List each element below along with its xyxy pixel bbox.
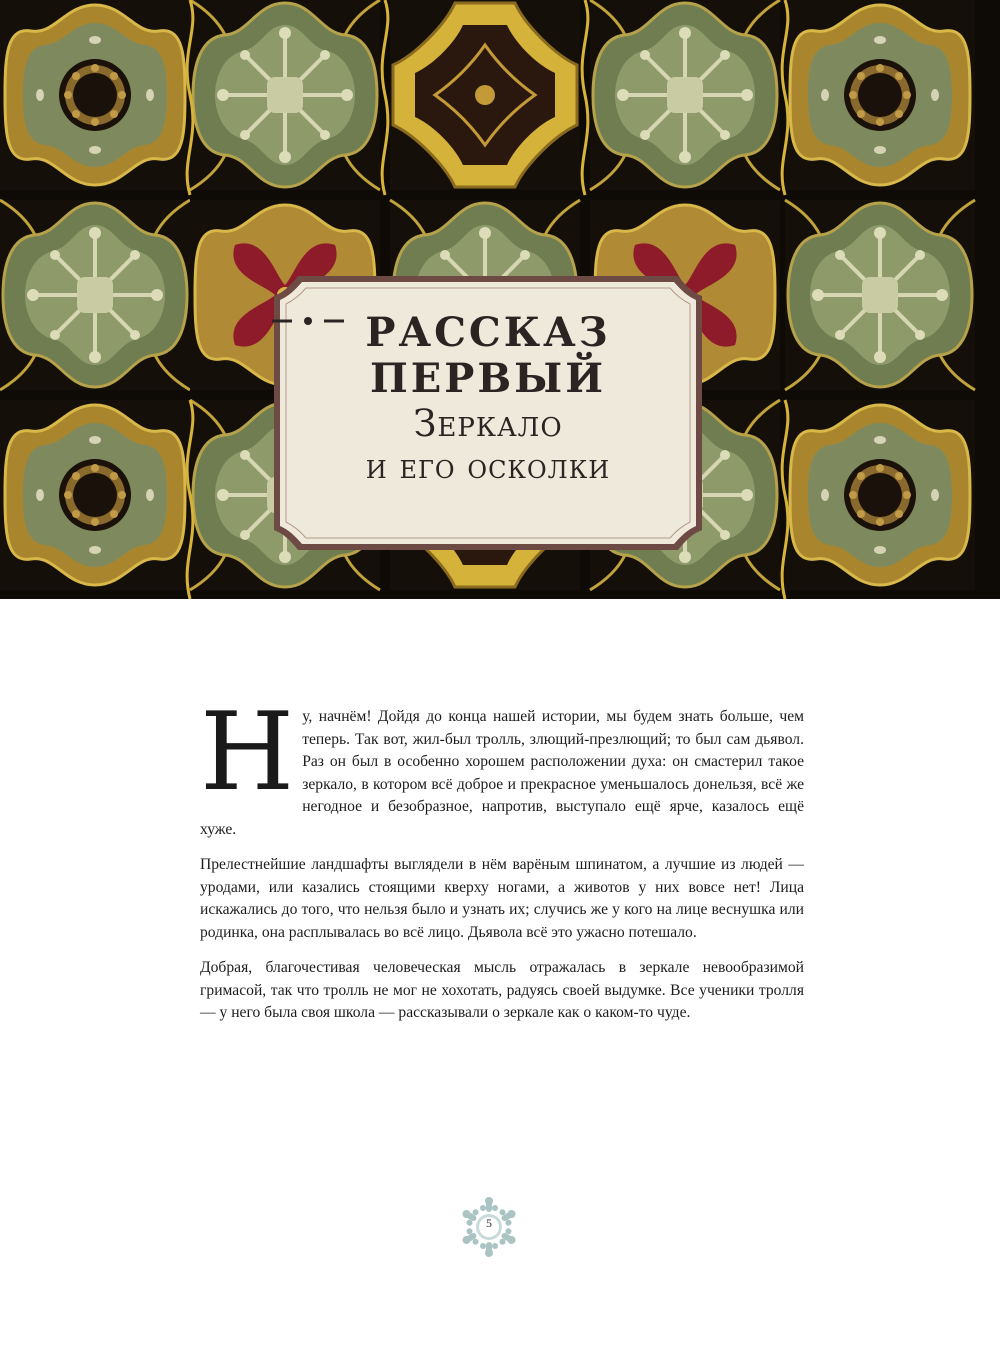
paragraph-2: Прелестнейшие ландшафты выглядели в нём варёным шпинатом, а лучшие из людей — уродами, или казались стоящими кверху ногами, а животов у них вовсе нет! Лица искажались до того, что нельзя было и узнать их; случись же у кого на лице веснушка или родинка, она расплывалась во всё лицо. Дьявола всё это ужасно потешало. [200,856,804,941]
page-number-ornament [458,1196,520,1258]
paragraph-1 [200,690,804,841]
chapter-number-line2: ПЕРВЫЙ [369,355,606,402]
chapter-title-line1: Зеркало [413,402,563,445]
page-number: 5 [486,1216,492,1230]
separator-ornament-icon [268,314,348,328]
chapter-number-line1: РАССКАЗ [365,309,611,356]
drop-cap: Н [200,690,295,815]
paragraph-1-text: у, начнём! Дойдя до конца нашей истории, мы будем знать больше, чем теперь. Так вот, жил-был тролль, злющий-презлющий; то был сам дьявол. Раз он был в особенно хорошем расположении духа: он смастерил такое зеркало, в котором всё доброе и прекрасное уменьшалось донельзя, всё же негодное и безобразное, напротив, выступало ещё ярче, казалось ещё хуже. [200,708,804,838]
story-text [200,690,804,1038]
chapter-title-card [268,268,708,556]
chapter-title-line2: и его осколки [365,447,611,487]
paragraph-3: Добрая, благочестивая человеческая мысль отражалась в зеркале невообразимой гримасой, так что тролль не мог не хохотать, радуясь своей выдумке. Все ученики тролля — у него была своя школа — рассказывали о зеркале как о каком-то чуде. [200,959,804,1021]
ornamental-banner [0,0,1000,599]
